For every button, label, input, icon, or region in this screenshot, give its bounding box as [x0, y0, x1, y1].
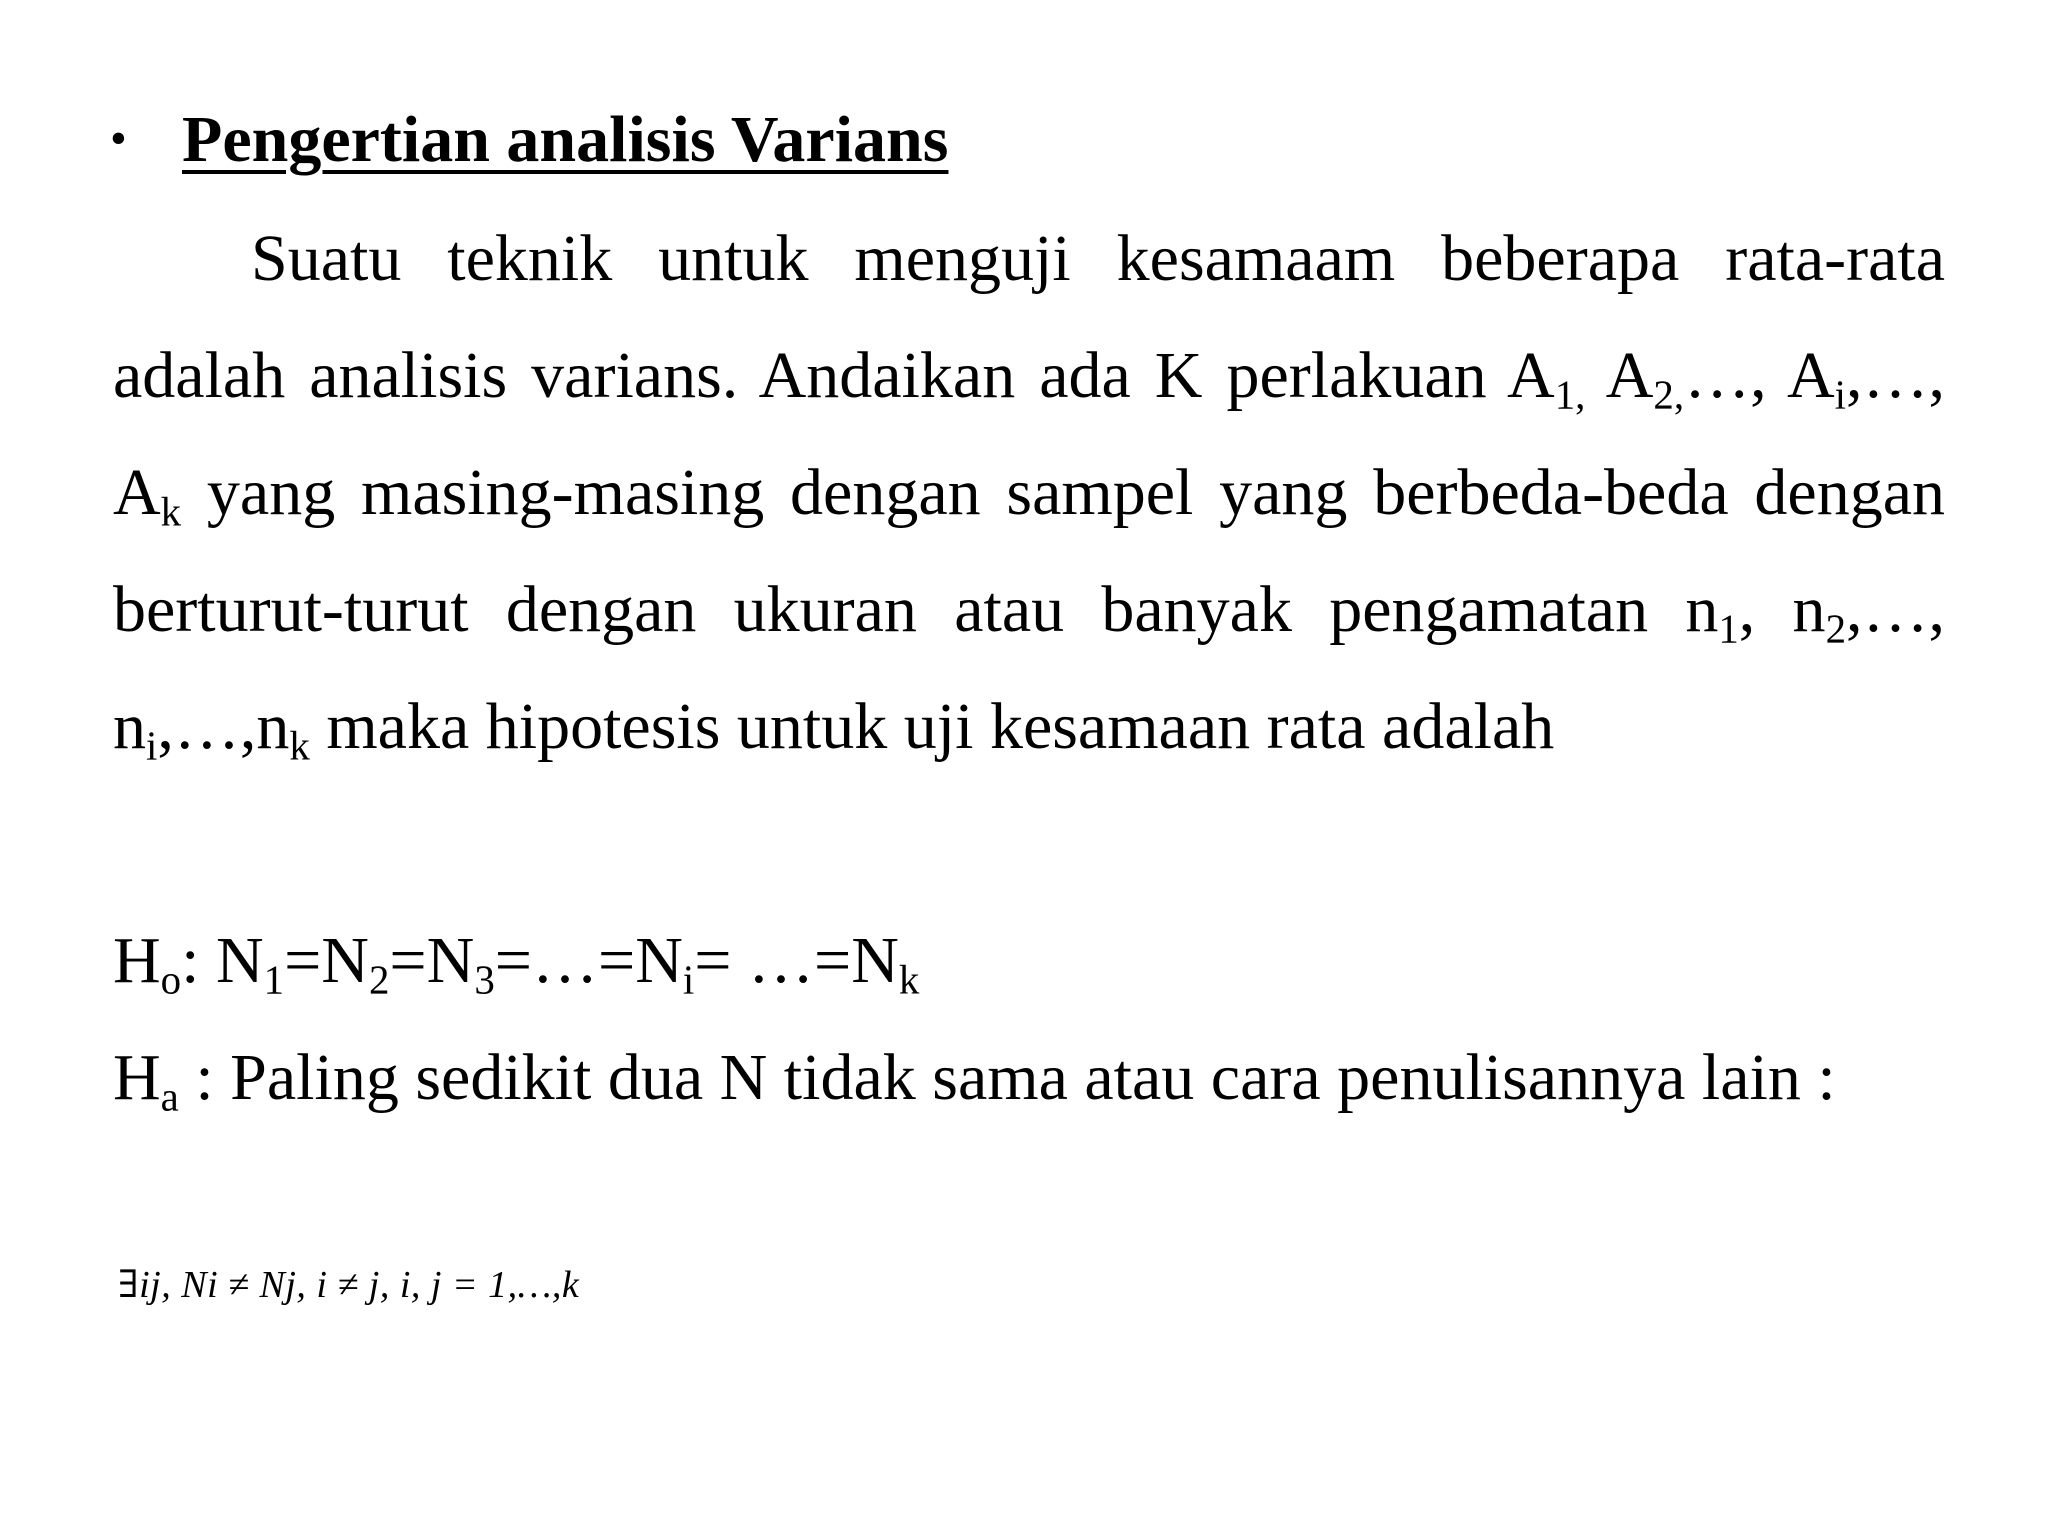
heading-text: Pengertian analisis Varians	[182, 103, 949, 176]
hypothesis-text: = …=N	[694, 924, 899, 997]
subscript: 2	[368, 957, 390, 1003]
subscript: k	[898, 957, 920, 1003]
subscript: 2,	[1653, 372, 1685, 418]
alternative-hypothesis	[113, 1019, 1945, 1136]
hypothesis-text: =N	[389, 924, 475, 997]
hypothesis-letter: H	[113, 1041, 161, 1114]
paragraph-text: maka hipotesis untuk uji kesamaan rata adalah	[309, 690, 1555, 763]
hypothesis-text: : N	[181, 924, 264, 997]
subscript: i	[146, 723, 158, 769]
subscript: 3	[474, 957, 495, 1003]
definition-paragraph	[113, 200, 1945, 785]
subscript: k	[289, 723, 310, 769]
paragraph-text: …, A	[1684, 339, 1835, 412]
bullet-icon: •	[110, 111, 127, 165]
paragraph-text: ,…, n	[113, 573, 1946, 763]
paragraph-text: ,…,n	[157, 690, 290, 763]
paragraph-text: , n	[1738, 573, 1826, 646]
hypothesis-text: =N	[284, 924, 369, 997]
hypothesis-text: =…=N	[494, 924, 683, 997]
subscript: i	[682, 957, 695, 1003]
section-heading	[110, 100, 948, 179]
paragraph-text: ,…, A	[113, 339, 1945, 529]
subscript: 1,	[1554, 372, 1586, 418]
formula-expression: ∃ij, Ni ≠ Nj, i ≠ j, i, j = 1,…,k	[118, 1264, 580, 1306]
subscript: i	[1834, 372, 1846, 418]
subscript: 1	[1718, 606, 1739, 652]
subscript: k	[160, 489, 182, 535]
paragraph-text: A	[1585, 339, 1654, 412]
subscript: a	[160, 1074, 179, 1120]
hypothesis-block	[113, 902, 1945, 1136]
paragraph-text: Suatu teknik untuk menguji kesamaam beberapa rata-rata adalah analisis varians. Andaikan ada K perlakuan A	[113, 222, 1945, 412]
paragraph-text: yang masing-masing dengan sampel yang berbeda-beda dengan berturut-turut dengan ukuran atau banyak pengamatan n	[113, 456, 1945, 646]
subscript: 1	[263, 957, 285, 1003]
null-hypothesis	[113, 902, 1945, 1019]
hypothesis-letter: H	[113, 924, 161, 997]
subscript: 2	[1825, 606, 1847, 652]
subscript: o	[160, 957, 182, 1003]
hypothesis-text: : Paling sedikit dua N tidak sama atau cara penulisannya lain :	[178, 1041, 1836, 1114]
